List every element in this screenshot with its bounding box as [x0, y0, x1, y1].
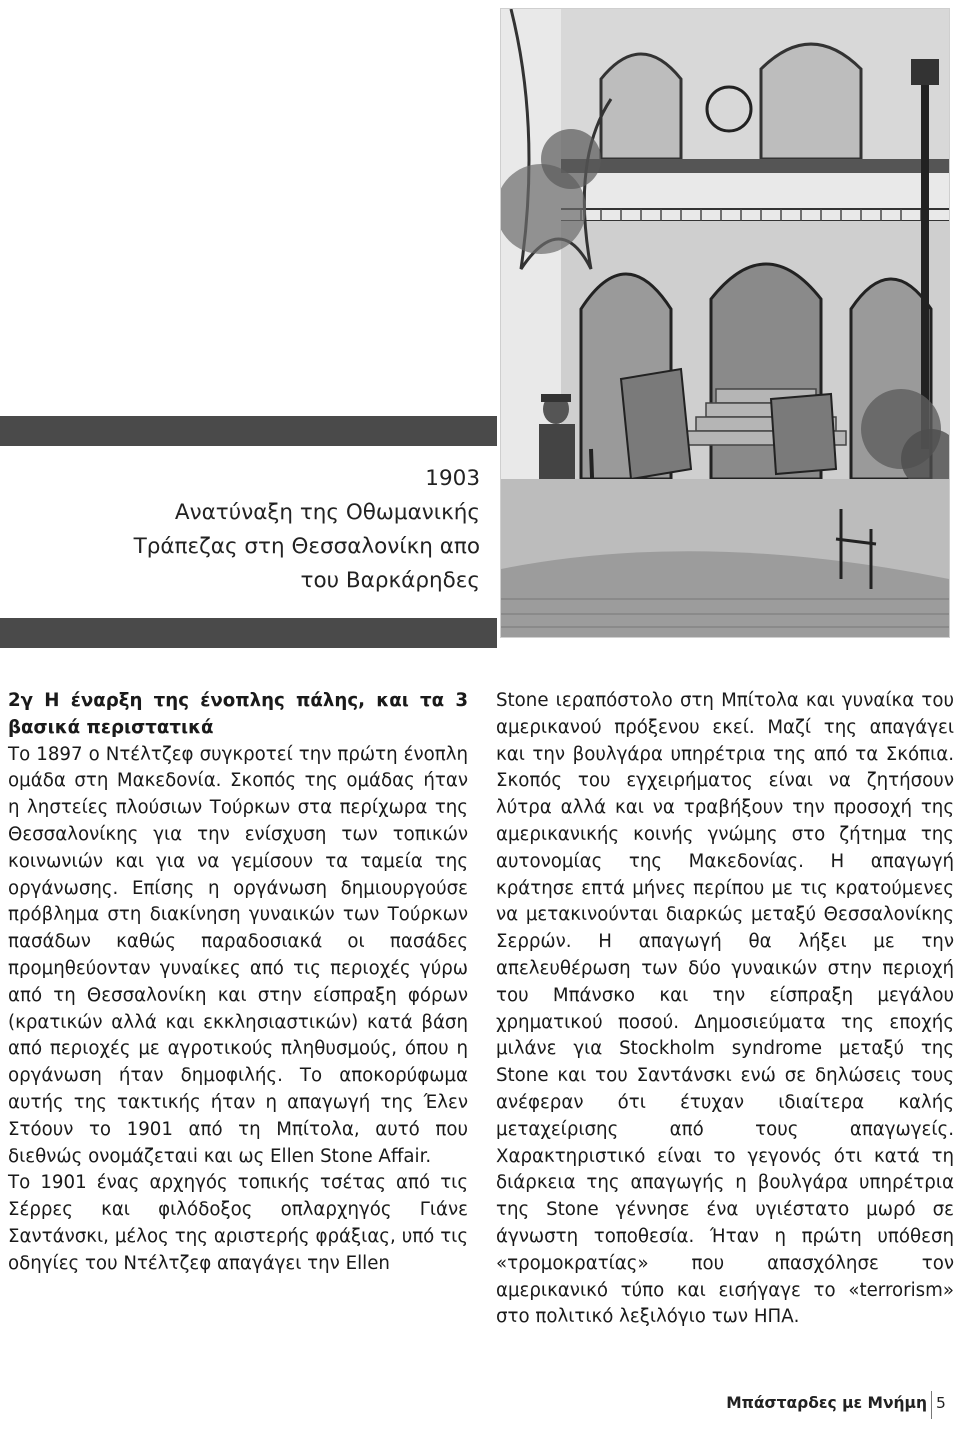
page-number: 5 [936, 1394, 946, 1412]
article-column-right [496, 688, 954, 1331]
footer-title: Μπάσταρδες με Μνήμη [726, 1394, 927, 1412]
caption-top-rule [0, 416, 497, 446]
caption-line: Ανατύναξη της Οθωμανικής [174, 500, 480, 525]
photo-caption [40, 462, 480, 598]
footer-divider [931, 1391, 932, 1419]
article-paragraph: Το 1901 ένας αρχηγός τοπικής τσέτας από τις Σέρρες και φιλόδοξος οπλαρχηγός Γιάνε Σαντάνσκι, μέλος της αριστερής φράξιας, υπό τις οδηγίες του Ντέλτζεφ απαγάγει την Ellen [8, 1172, 468, 1274]
article-paragraph: Το 1897 ο Ντέλτζεφ συγκροτεί την πρώτη ένοπλη ομάδα στη Μακεδονία. Σκοπός της ομάδας ήταν η ληστείες πλούσιων Τούρκων στα περίχωρα της Θεσσαλονίκης για την ενίσχυση των τοπικών κοινωνιών και για να γεμίσουν τα ταμεία της οργάνωσης. Επίσης η οργάνωση δημιουργούσε πρόβλημα στη διακίνηση γυναικών των Τούρκων πασάδων καθώς παραδοσιακά οι πασάδες προμηθεύονταν γυναίκες από τις περιοχές γύρω από τη Θεσσαλονίκη και στην είσπραξη φόρων (κρατικών αλλά και εκκλησιαστικών) κατά βάση από περιοχές με αγροτικούς πληθυσμούς, όπου η οργάνωση ήταν δημοφιλής. Το αποκορύφωμα αυτής της τακτικής ήταν η απαγωγή της Έλεν Στόουν το 1901 από τη Μπίτολα, αυτό που διεθνώς ονομάζεταιi και ως Ellen Stone Affair. [8, 743, 468, 1167]
article-column-left [8, 688, 468, 1278]
caption-year: 1903 [425, 466, 480, 491]
caption-bottom-rule [0, 618, 497, 648]
section-heading: 2γ Η έναρξη της ένοπλης πάλης, και τα 3 βασικά περιστατικά [8, 690, 468, 738]
caption-line: του Βαρκάρηδες [300, 568, 480, 593]
caption-line: Τράπεζας στη Θεσσαλονίκη απο [133, 534, 480, 559]
historical-photo [500, 8, 950, 638]
article-paragraph: Stone ιεραπόστολο στη Μπίτολα και γυναίκα του αμερικανού πρόξενου εκεί. Μαζί της απαγάγει και την βουλγάρα υπηρέτρια της από τα Σκόπια. Σκοπός του εγχειρήματος είναι να ζητήσουν λύτρα αλλά και να τραβήξουν την προσοχή της αμερικανικής κοινής γνώμης στο ζήτημα της αυτονομίας της Μακεδονίας. Η απαγωγή κράτησε επτά μήνες περίπου με τις κρατούμενες να μετακινούνται διαρκώς μεταξύ Θεσσαλονίκης Σερρών. Η απαγωγή θα λήξει με την απελευθέρωση των δύο γυναικών στην περιοχή του Μπάνσκο και την είσπραξη μεγάλου χρηματικού ποσού. Δημοσιεύματα της εποχής μιλάνε για Stockholm syndrome μεταξύ της Stone και του Σαντάνσκι ενώ σε δηλώσεις τους ανέφεραν ότι έτυχαν ιδιαίτερα καλής μεταχείρισης από τους απαγωγείς. Χαρακτηριστικό είναι το γεγονός ότι κατά τη διάρκεια της απαγωγής η βουλγάρα υπηρέτρια της Stone γέννησε ένα υγιέστατο μωρό σε άγνωστη τοποθεσία. Ήταν η πρώτη υπόθεση «τρομοκρατίας» που απασχόλησε τον αμερικανικό τύπο και εισήγαγε το «terrorism» στο πολιτικό λεξιλόγιο των ΗΠΑ. [496, 690, 954, 1328]
photo-illustration [501, 9, 949, 637]
